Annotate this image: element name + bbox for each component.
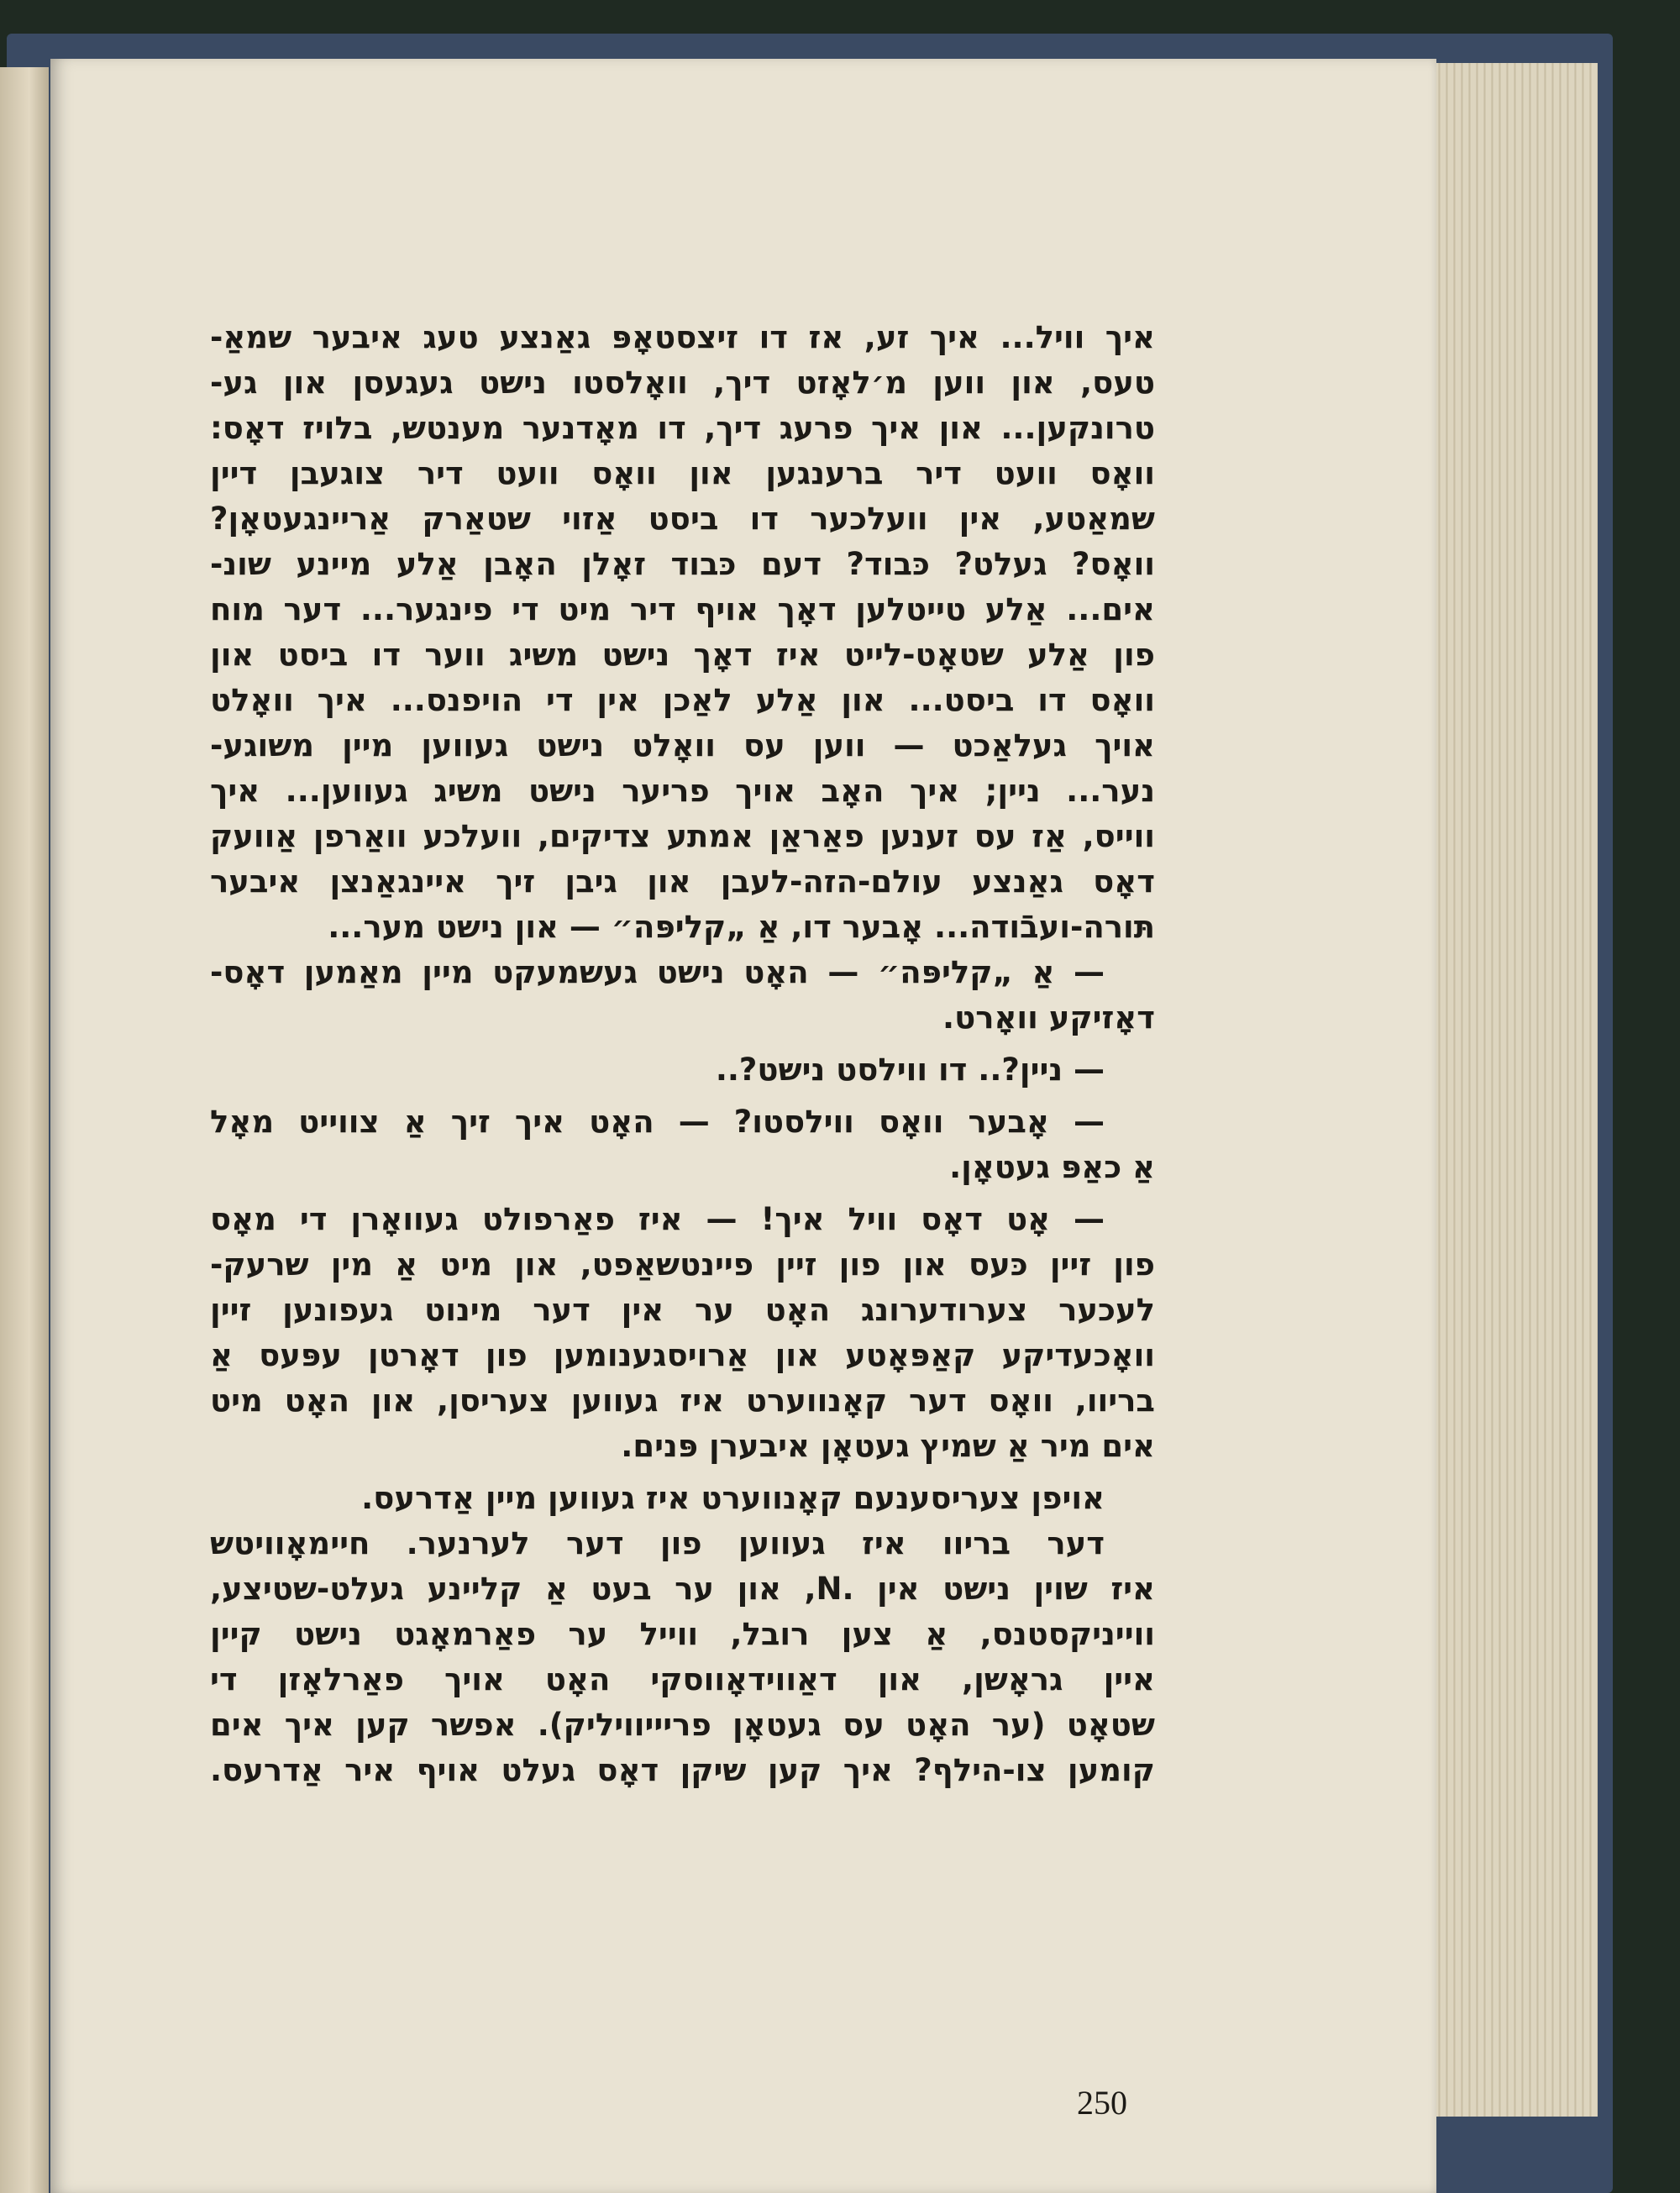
text-line: טרונקען... און איך פרעג דיך, דו מאָדנער מענטש, בלויז דאָס: [210, 410, 1155, 446]
text-line: איך וויל... איך זע, אז דו זיצסטאָפּ גאַנצע טעג איבער שמאַ- [210, 319, 1155, 355]
dialogue-line: — אַ „קליפּה״ — האָט נישט געשמעקט מיין מאַמען דאָס- [210, 954, 1105, 990]
closing-line: איין גראָשן, און דאַווידאָווסקי האָט אויך פאַרלאָזן די [210, 1661, 1155, 1697]
dialogue-line: אים מיר אַ שמיץ געטאָן איבערן פּנים. [621, 1428, 1155, 1464]
dialogue-line: אַ כאַפּ געטאָן. [949, 1149, 1155, 1185]
left-page-edge [0, 67, 49, 2193]
text-line: וואָס? געלט? כּבוד? דעם כּבוד זאָלן האָבן אַלע מיינע שונ- [210, 546, 1155, 582]
text-line: אים... אַלע טייטלען דאָך אויף דיר מיט די פינגער... דער מוח [210, 591, 1155, 627]
closing-line: שטאָט (ער האָט עס געטאָן פריייוויליק). אפשר קען איך אים [210, 1707, 1155, 1743]
text-line: דאָס גאַנצע עולם-הזה-לעבן און גיבן זיך איינגאַנצן איבער [210, 863, 1155, 900]
closing-line: איז שוין נישט אין .N, און ער בעט אַ קליינע געלט-שטיצע, [210, 1571, 1155, 1607]
dialogue-line: דאָזיקע וואָרט. [942, 999, 1155, 1036]
dialogue-line: — אָט דאָס וויל איך! — איז פאַרפולט געוואָרן די מאָס [210, 1201, 1105, 1237]
page-text [210, 315, 1155, 1793]
dialogue-line: וואָכעדיקע קאַפּאָטע און אַרויסגענומען פון דאָרטן עפּעס אַ [210, 1337, 1155, 1373]
text-line: וואָס וועט דיר ברענגען און וואָס וועט דיר צוגעבן דיין [210, 455, 1155, 491]
page-number: 250 [1077, 2084, 1127, 2122]
closing-line: דער בריוו איז געווען פון דער לערנער. חיימאָוויטש [210, 1525, 1105, 1561]
closing-line: קומען צו-הילף? איך קען שיקן דאָס געלט אויף איר אַדרעס. [210, 1752, 1155, 1788]
text-line: שמאַטע, אין וועלכער דו ביסט אַזוי שטאַרק אַריינגעטאָן? [210, 501, 1155, 537]
text-line: וואָס דו ביסט... און אַלע לאַכן אין די הויפנס... איך וואָלט [210, 682, 1155, 718]
text-line: אויך געלאַכט — ווען עס וואָלט נישט געווען מיין משוגע- [210, 727, 1155, 763]
text-line: נער... ניין; איך האָב אויך פריער נישט משיג געווען... איך [210, 773, 1155, 809]
closing-line: ווייניקסטנס, אַ צען רובל, ווייל ער פאַרמאָגט נישט קיין [210, 1616, 1155, 1652]
dialogue-line: בריוו, וואָס דער קאָנווערט איז געווען צעריסן, און האָט מיט [210, 1382, 1155, 1419]
text-line: טעס, און ווען מ׳לאָזט דיך, וואָלסטו נישט געגעסן און גע- [210, 365, 1155, 401]
dialogue-line: פון זיין כּעס און פון זיין פיינטשאַפט, און מיט אַ מין שרעק- [210, 1246, 1155, 1283]
dialogue-line: לעכער צערודערונג האָט ער אין דער מינוט געפונען זיין [210, 1292, 1155, 1328]
text-line: ווייס, אַז עס זענען פאַראַן אמתע צדיקים, וועלכע וואַרפן אַוועק [210, 818, 1155, 854]
dialogue-line: — אָבער וואָס ווילסטו? — האָט איך זיך אַ צווייט מאָל [210, 1104, 1105, 1140]
text-line: פון אַלע שטאָט-לייט איז דאָך נישט משיג ווער דו ביסט און [210, 637, 1155, 673]
text-line: תּורה-ועבֿודה... אָבער דו, אַ „קליפּה״ — און נישט מער... [328, 909, 1155, 945]
page-edges [1432, 63, 1598, 2117]
closing-line: אויפן צעריסענעם קאָנווערט איז געווען מיין אַדרעס. [361, 1480, 1105, 1516]
dialogue-line: — ניין?.. דו ווילסט נישט?.. [715, 1052, 1105, 1088]
